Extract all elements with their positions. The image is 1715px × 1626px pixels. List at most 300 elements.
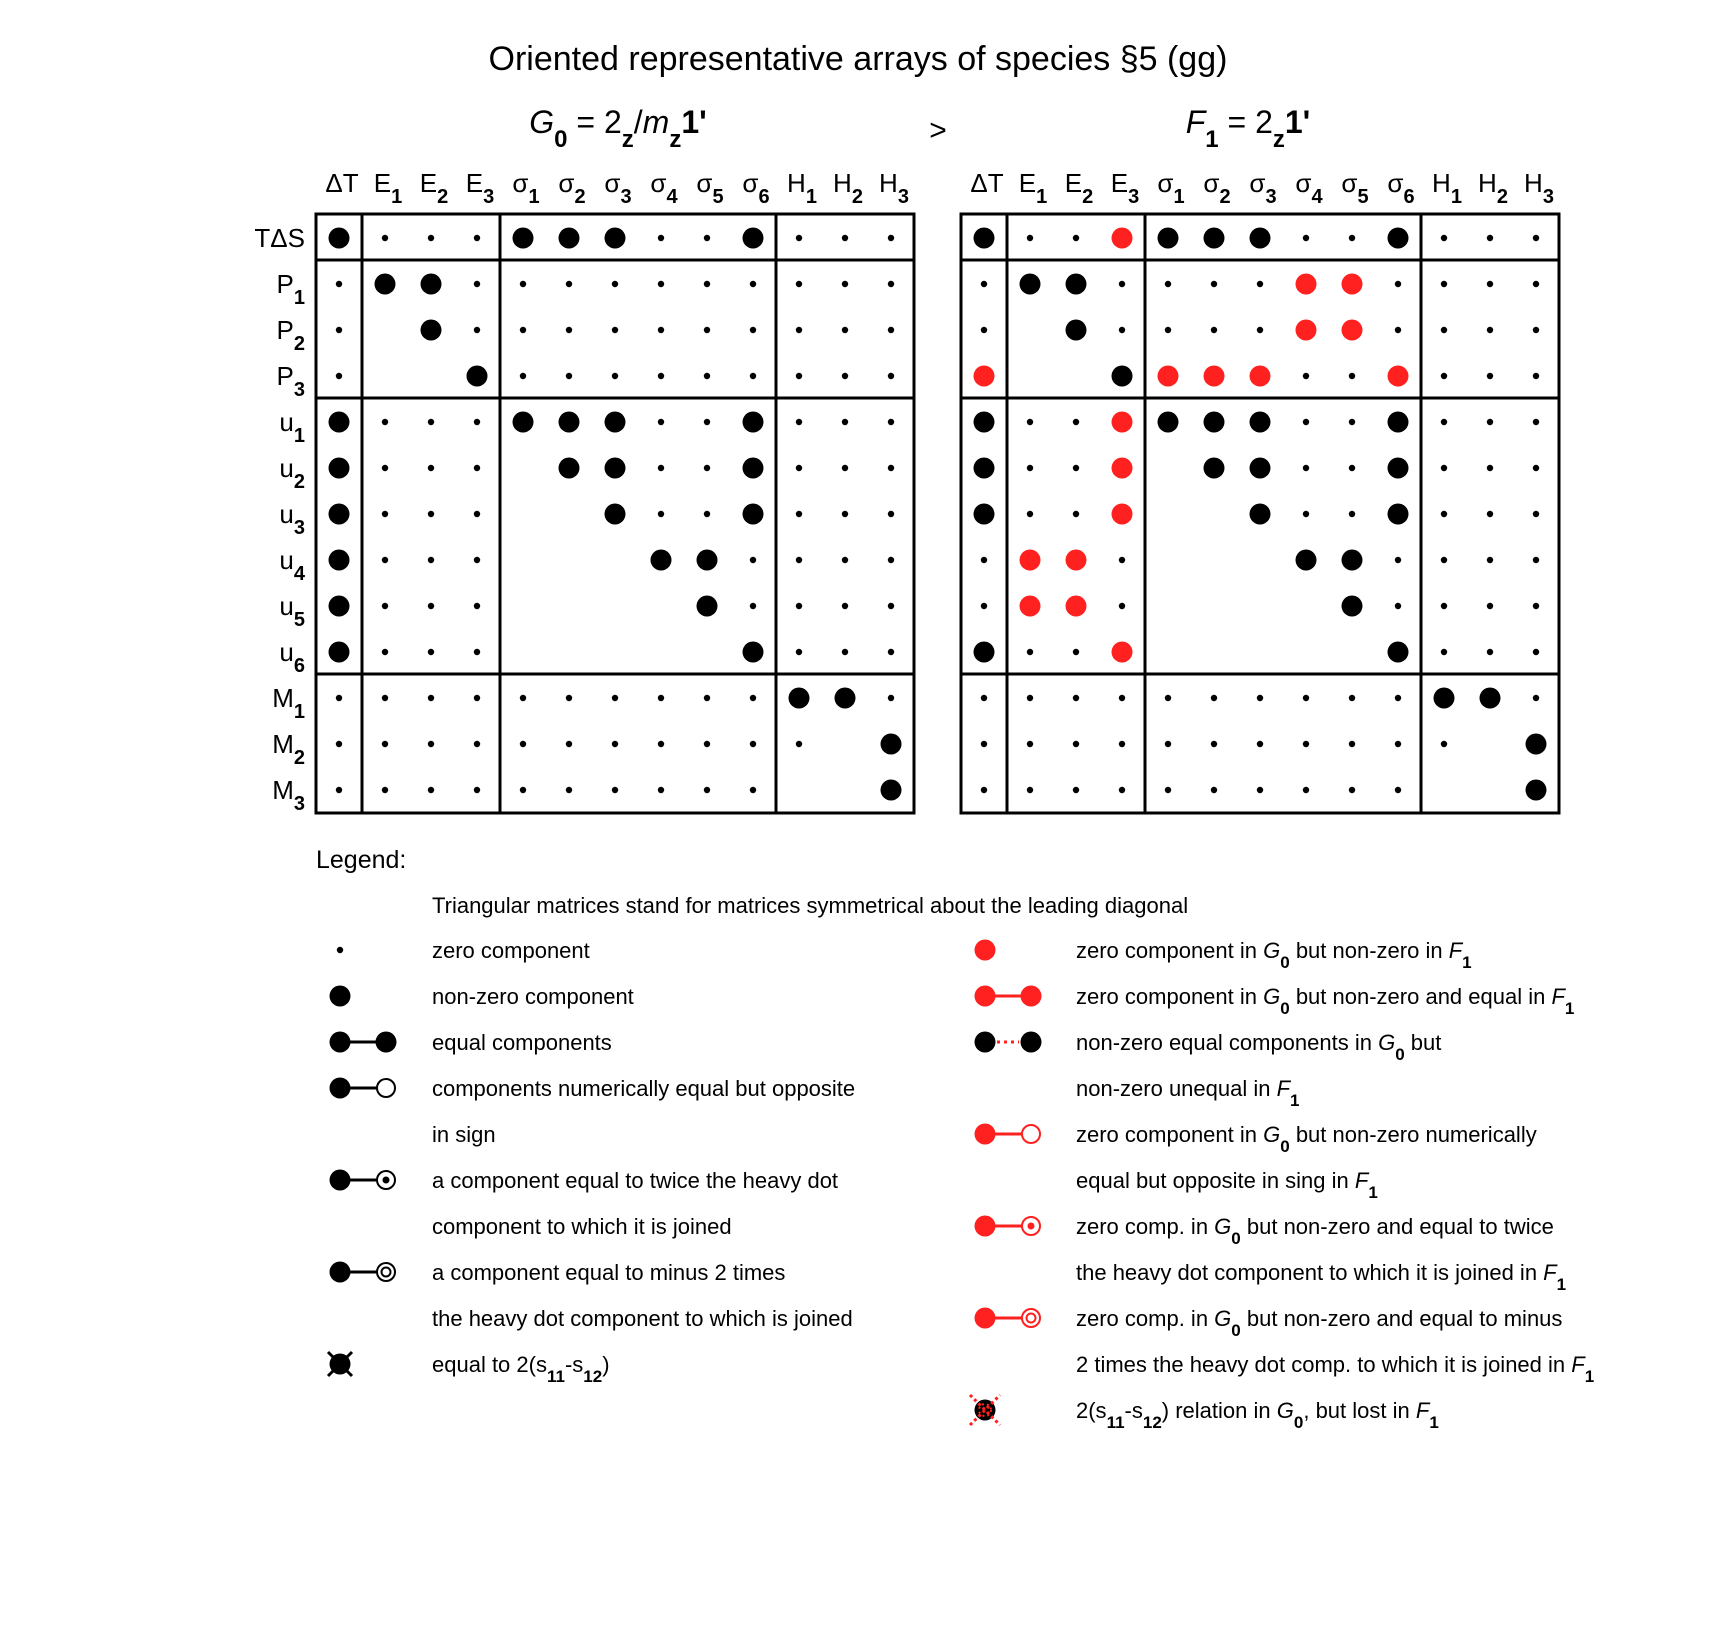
zero-component-dot	[1487, 511, 1493, 517]
zero-component-dot	[382, 603, 388, 609]
zero-component-dot	[658, 327, 664, 333]
zero-component-dot	[888, 603, 894, 609]
zero-component-dot	[1165, 281, 1171, 287]
zero-component-dot	[1211, 741, 1217, 747]
nonzero-component-dot	[697, 596, 718, 617]
zero-component-dot	[474, 603, 480, 609]
zero-component-dot	[1487, 327, 1493, 333]
red-minus-twice-link-icon	[975, 1308, 1041, 1329]
zero-component-dot	[1395, 603, 1401, 609]
legend-item-text: zero component in $G_0$ but non-zero numerically	[1076, 1122, 1537, 1156]
zero-component-dot	[382, 649, 388, 655]
nonzero-component-dot	[1112, 366, 1133, 387]
zero-component-dot	[1533, 511, 1539, 517]
nonzero-component-dot	[974, 504, 995, 525]
zero-component-dot	[428, 511, 434, 517]
zero-component-dot	[1349, 419, 1355, 425]
zero-component-dot	[1533, 235, 1539, 241]
nonzero-component-dot	[329, 458, 350, 479]
zero-component-dot	[1303, 419, 1309, 425]
col-header: $\sigma_2$	[1203, 168, 1231, 208]
zero-component-dot	[1349, 787, 1355, 793]
zero-component-dot	[796, 603, 802, 609]
nonzero-component-dot	[743, 412, 764, 433]
col-header: ΔT	[325, 168, 359, 198]
zero-component-dot	[382, 557, 388, 563]
zero-component-dot	[474, 235, 480, 241]
zero-component-dot	[1349, 511, 1355, 517]
nonzero-component-dot	[1250, 504, 1271, 525]
zero-component-dot	[1533, 419, 1539, 425]
zero-component-dot	[1487, 373, 1493, 379]
zero-component-dot	[612, 787, 618, 793]
zero-component-dot	[1441, 419, 1447, 425]
zero-component-dot	[474, 281, 480, 287]
zero-component-dot	[750, 741, 756, 747]
red-component-dot	[1296, 274, 1317, 295]
row-header: $M_1$	[272, 683, 305, 723]
nonzero-component-dot	[974, 228, 995, 249]
zero-component-dot	[1487, 419, 1493, 425]
red-component-dot	[1112, 412, 1133, 433]
zero-component-dot	[1533, 603, 1539, 609]
red-component-dot	[1066, 596, 1087, 617]
zero-component-dot	[704, 695, 710, 701]
col-header: $\sigma_1$	[1157, 168, 1185, 208]
zero-component-dot	[1533, 327, 1539, 333]
red-cross-dot-icon	[970, 1395, 1000, 1425]
zero-component-dot	[1165, 741, 1171, 747]
zero-component-dot	[981, 603, 987, 609]
zero-component-dot	[1165, 327, 1171, 333]
zero-component-dot	[382, 511, 388, 517]
col-header: $E_3$	[1110, 168, 1140, 208]
zero-component-dot	[474, 787, 480, 793]
zero-component-dot	[1533, 373, 1539, 379]
small-dot-icon	[337, 947, 343, 953]
zero-component-dot	[981, 695, 987, 701]
legend-item-text: zero component in $G_0$ but non-zero and equal in $F_1$	[1076, 984, 1575, 1018]
nonzero-component-dot	[651, 550, 672, 571]
zero-component-dot	[796, 327, 802, 333]
zero-component-dot	[1395, 327, 1401, 333]
zero-component-dot	[474, 741, 480, 747]
zero-component-dot	[1257, 281, 1263, 287]
zero-component-dot	[336, 695, 342, 701]
col-header: $\sigma_2$	[558, 168, 586, 208]
zero-component-dot	[1303, 373, 1309, 379]
zero-component-dot	[750, 787, 756, 793]
nonzero-component-dot	[329, 596, 350, 617]
zero-component-dot	[474, 557, 480, 563]
equal-link-icon	[330, 1032, 397, 1053]
col-header: $E_1$	[1018, 168, 1048, 208]
legend-item-text: non-zero unequal in $F_1$	[1076, 1076, 1300, 1110]
legend-item-text: zero component	[432, 938, 590, 963]
zero-component-dot	[981, 787, 987, 793]
legend-item-text: zero comp. in $G_0$ but non-zero and equal to minus	[1076, 1306, 1563, 1340]
col-header: $\sigma_5$	[1341, 168, 1369, 208]
zero-component-dot	[796, 649, 802, 655]
row-header: $u_4$	[279, 545, 305, 585]
zero-component-dot	[612, 741, 618, 747]
zero-component-dot	[658, 465, 664, 471]
row-header: TΔS	[254, 223, 305, 253]
row-header: $M_3$	[272, 775, 305, 815]
zero-component-dot	[796, 419, 802, 425]
nonzero-component-dot	[1158, 228, 1179, 249]
zero-component-dot	[1487, 281, 1493, 287]
row-header: $P_1$	[276, 269, 305, 309]
zero-component-dot	[612, 281, 618, 287]
zero-component-dot	[658, 373, 664, 379]
nonzero-component-dot	[513, 228, 534, 249]
zero-component-dot	[1303, 465, 1309, 471]
nonzero-component-dot	[1388, 642, 1409, 663]
nonzero-component-dot	[421, 320, 442, 341]
zero-component-dot	[1441, 603, 1447, 609]
nonzero-component-dot	[421, 274, 442, 295]
zero-component-dot	[520, 787, 526, 793]
zero-component-dot	[658, 511, 664, 517]
zero-component-dot	[1533, 557, 1539, 563]
nonzero-component-dot	[1204, 228, 1225, 249]
zero-component-dot	[428, 419, 434, 425]
zero-component-dot	[1395, 557, 1401, 563]
red-component-dot	[1296, 320, 1317, 341]
zero-component-dot	[382, 695, 388, 701]
col-header: $H_1$	[787, 168, 817, 208]
row-header: $u_3$	[279, 499, 305, 539]
zero-component-dot	[704, 419, 710, 425]
col-header: $\sigma_3$	[604, 168, 632, 208]
zero-component-dot	[1073, 419, 1079, 425]
red-equal-link-icon	[975, 986, 1042, 1007]
row-header: $u_1$	[279, 407, 305, 447]
red-component-dot	[974, 366, 995, 387]
zero-component-dot	[1349, 373, 1355, 379]
zero-component-dot	[428, 741, 434, 747]
col-header: $H_3$	[1524, 168, 1554, 208]
col-header: $E_2$	[1064, 168, 1094, 208]
zero-component-dot	[888, 465, 894, 471]
zero-component-dot	[520, 373, 526, 379]
zero-component-dot	[981, 281, 987, 287]
nonzero-component-dot	[743, 504, 764, 525]
zero-component-dot	[1119, 327, 1125, 333]
group-relation-symbol: >	[929, 114, 947, 147]
nonzero-component-dot	[974, 412, 995, 433]
zero-component-dot	[1119, 787, 1125, 793]
nonzero-component-dot	[329, 550, 350, 571]
nonzero-component-dot	[743, 458, 764, 479]
zero-component-dot	[658, 281, 664, 287]
red-opposite-link-icon	[975, 1124, 1041, 1145]
legend-item-text: components numerically equal but opposite	[432, 1076, 856, 1101]
col-header: $H_2$	[833, 168, 863, 208]
nonzero-component-dot	[1388, 228, 1409, 249]
zero-component-dot	[612, 373, 618, 379]
zero-component-dot	[1257, 695, 1263, 701]
zero-component-dot	[704, 741, 710, 747]
zero-component-dot	[336, 741, 342, 747]
zero-component-dot	[336, 281, 342, 287]
zero-component-dot	[1211, 327, 1217, 333]
nonzero-component-dot	[789, 688, 810, 709]
zero-component-dot	[888, 695, 894, 701]
zero-component-dot	[566, 741, 572, 747]
zero-component-dot	[704, 281, 710, 287]
zero-component-dot	[1441, 465, 1447, 471]
red-dot-icon	[975, 940, 996, 961]
zero-component-dot	[1073, 465, 1079, 471]
zero-component-dot	[382, 465, 388, 471]
zero-component-dot	[382, 787, 388, 793]
zero-component-dot	[888, 281, 894, 287]
zero-component-dot	[428, 695, 434, 701]
nonzero-component-dot	[467, 366, 488, 387]
zero-component-dot	[474, 419, 480, 425]
nonzero-component-dot	[881, 780, 902, 801]
legend-item-text: zero component in $G_0$ but non-zero in $F_1$	[1076, 938, 1472, 972]
legend-item-text: 2 times the heavy dot comp. to which it is joined in $F_1$	[1076, 1352, 1595, 1386]
zero-component-dot	[1119, 281, 1125, 287]
zero-component-dot	[1211, 695, 1217, 701]
row-header: $M_2$	[272, 729, 305, 769]
nonzero-component-dot	[605, 412, 626, 433]
col-header: $\sigma_3$	[1249, 168, 1277, 208]
zero-component-dot	[1487, 603, 1493, 609]
nonzero-component-dot	[835, 688, 856, 709]
red-component-dot	[1112, 228, 1133, 249]
zero-component-dot	[704, 465, 710, 471]
zero-component-dot	[336, 787, 342, 793]
zero-component-dot	[981, 557, 987, 563]
red-component-dot	[1066, 550, 1087, 571]
zero-component-dot	[1349, 695, 1355, 701]
nonzero-component-dot	[974, 642, 995, 663]
col-header: $H_1$	[1432, 168, 1462, 208]
zero-component-dot	[428, 465, 434, 471]
zero-component-dot	[842, 649, 848, 655]
zero-component-dot	[842, 603, 848, 609]
zero-component-dot	[612, 327, 618, 333]
dotted-link-icon	[975, 1032, 1042, 1053]
legend-item-text: zero comp. in $G_0$ but non-zero and equal to twice	[1076, 1214, 1554, 1248]
col-header: $H_3$	[879, 168, 909, 208]
red-component-dot	[1112, 642, 1133, 663]
zero-component-dot	[1533, 649, 1539, 655]
zero-component-dot	[474, 649, 480, 655]
red-twice-link-icon	[975, 1216, 1041, 1237]
col-header: $\sigma_1$	[512, 168, 540, 208]
nonzero-component-dot	[1434, 688, 1455, 709]
zero-component-dot	[1303, 741, 1309, 747]
zero-component-dot	[1211, 787, 1217, 793]
legend-item-text: non-zero component	[432, 984, 634, 1009]
zero-component-dot	[1027, 787, 1033, 793]
zero-component-dot	[1073, 741, 1079, 747]
zero-component-dot	[428, 557, 434, 563]
row-header: $u_2$	[279, 453, 305, 493]
legend-item-text: in sign	[432, 1122, 496, 1147]
zero-component-dot	[1303, 511, 1309, 517]
zero-component-dot	[750, 373, 756, 379]
zero-component-dot	[1395, 281, 1401, 287]
nonzero-component-dot	[1250, 228, 1271, 249]
nonzero-component-dot	[974, 458, 995, 479]
zero-component-dot	[888, 373, 894, 379]
zero-component-dot	[428, 603, 434, 609]
zero-component-dot	[842, 327, 848, 333]
zero-component-dot	[842, 419, 848, 425]
zero-component-dot	[1395, 741, 1401, 747]
zero-component-dot	[888, 419, 894, 425]
zero-component-dot	[796, 511, 802, 517]
nonzero-component-dot	[1480, 688, 1501, 709]
col-header: $\sigma_4$	[650, 168, 678, 208]
nonzero-component-dot	[329, 228, 350, 249]
zero-component-dot	[842, 373, 848, 379]
nonzero-component-dot	[743, 228, 764, 249]
nonzero-component-dot	[1526, 734, 1547, 755]
zero-component-dot	[520, 695, 526, 701]
zero-component-dot	[796, 465, 802, 471]
col-header: $E_3$	[465, 168, 495, 208]
legend-item-text: a component equal to twice the heavy dot	[432, 1168, 839, 1193]
zero-component-dot	[796, 373, 802, 379]
zero-component-dot	[842, 235, 848, 241]
zero-component-dot	[428, 235, 434, 241]
zero-component-dot	[1349, 741, 1355, 747]
nonzero-component-dot	[1158, 412, 1179, 433]
zero-component-dot	[1487, 649, 1493, 655]
red-component-dot	[1342, 274, 1363, 295]
zero-component-dot	[704, 327, 710, 333]
minus-twice-link-icon	[330, 1262, 396, 1283]
zero-component-dot	[658, 787, 664, 793]
nonzero-component-dot	[1388, 458, 1409, 479]
zero-component-dot	[1119, 741, 1125, 747]
zero-component-dot	[1487, 557, 1493, 563]
zero-component-dot	[1119, 695, 1125, 701]
nonzero-component-dot	[605, 504, 626, 525]
zero-component-dot	[1303, 235, 1309, 241]
zero-component-dot	[1073, 649, 1079, 655]
nonzero-component-dot	[329, 412, 350, 433]
zero-component-dot	[750, 327, 756, 333]
zero-component-dot	[1303, 695, 1309, 701]
col-header: $\sigma_5$	[696, 168, 724, 208]
zero-component-dot	[474, 695, 480, 701]
zero-component-dot	[1165, 695, 1171, 701]
zero-component-dot	[750, 557, 756, 563]
zero-component-dot	[704, 787, 710, 793]
zero-component-dot	[1027, 465, 1033, 471]
zero-component-dot	[1533, 695, 1539, 701]
zero-component-dot	[658, 235, 664, 241]
zero-component-dot	[1441, 741, 1447, 747]
legend-item-text: equal to $2(s_{11}-s_{12})$	[432, 1352, 610, 1386]
zero-component-dot	[704, 511, 710, 517]
nonzero-component-dot	[1526, 780, 1547, 801]
nonzero-component-dot	[329, 642, 350, 663]
zero-component-dot	[428, 649, 434, 655]
zero-component-dot	[566, 327, 572, 333]
zero-component-dot	[1487, 235, 1493, 241]
legend	[316, 846, 1594, 1432]
zero-component-dot	[428, 787, 434, 793]
zero-component-dot	[1027, 741, 1033, 747]
red-component-dot	[1112, 504, 1133, 525]
legend-heading: Legend:	[316, 846, 407, 874]
zero-component-dot	[842, 511, 848, 517]
zero-component-dot	[658, 419, 664, 425]
zero-component-dot	[336, 373, 342, 379]
nonzero-component-dot	[513, 412, 534, 433]
nonzero-component-dot	[1204, 458, 1225, 479]
matrix-left	[254, 168, 914, 815]
legend-item-text: the heavy dot component to which is joined	[432, 1306, 853, 1331]
nonzero-component-dot	[605, 458, 626, 479]
big-dot-icon	[330, 986, 351, 1007]
red-component-dot	[1020, 596, 1041, 617]
legend-item-text: equal but opposite in sing in $F_1$	[1076, 1168, 1378, 1202]
right_group-heading: $F_1 = 2_z1'$	[1185, 104, 1311, 153]
zero-component-dot	[1073, 695, 1079, 701]
legend-item-text: the heavy dot component to which it is joined in $F_1$	[1076, 1260, 1567, 1294]
zero-component-dot	[1027, 235, 1033, 241]
col-header: ΔT	[970, 168, 1004, 198]
nonzero-component-dot	[1066, 320, 1087, 341]
zero-component-dot	[888, 557, 894, 563]
zero-component-dot	[566, 695, 572, 701]
zero-component-dot	[1119, 603, 1125, 609]
nonzero-component-dot	[1066, 274, 1087, 295]
zero-component-dot	[1395, 695, 1401, 701]
zero-component-dot	[566, 373, 572, 379]
zero-component-dot	[520, 281, 526, 287]
zero-component-dot	[1303, 787, 1309, 793]
zero-component-dot	[1257, 741, 1263, 747]
zero-component-dot	[1027, 419, 1033, 425]
opposite-link-icon	[330, 1078, 396, 1099]
zero-component-dot	[1073, 235, 1079, 241]
legend-item-text: non-zero equal components in $G_0$ but	[1076, 1030, 1442, 1064]
zero-component-dot	[1487, 465, 1493, 471]
zero-component-dot	[888, 649, 894, 655]
zero-component-dot	[658, 695, 664, 701]
nonzero-component-dot	[1388, 504, 1409, 525]
zero-component-dot	[520, 327, 526, 333]
figure-title: Oriented representative arrays of species §5 (gg)	[488, 40, 1228, 78]
legend-item-text: component to which it is joined	[432, 1214, 732, 1239]
legend-note: Triangular matrices stand for matrices symmetrical about the leading diagonal	[432, 893, 1189, 918]
col-header: $\sigma_4$	[1295, 168, 1323, 208]
zero-component-dot	[888, 235, 894, 241]
nonzero-component-dot	[1250, 412, 1271, 433]
red-component-dot	[1020, 550, 1041, 571]
zero-component-dot	[1119, 557, 1125, 563]
nonzero-component-dot	[1342, 550, 1363, 571]
red-component-dot	[1388, 366, 1409, 387]
zero-component-dot	[842, 281, 848, 287]
nonzero-component-dot	[697, 550, 718, 571]
nonzero-component-dot	[559, 458, 580, 479]
red-component-dot	[1158, 366, 1179, 387]
zero-component-dot	[1395, 787, 1401, 793]
zero-component-dot	[520, 741, 526, 747]
